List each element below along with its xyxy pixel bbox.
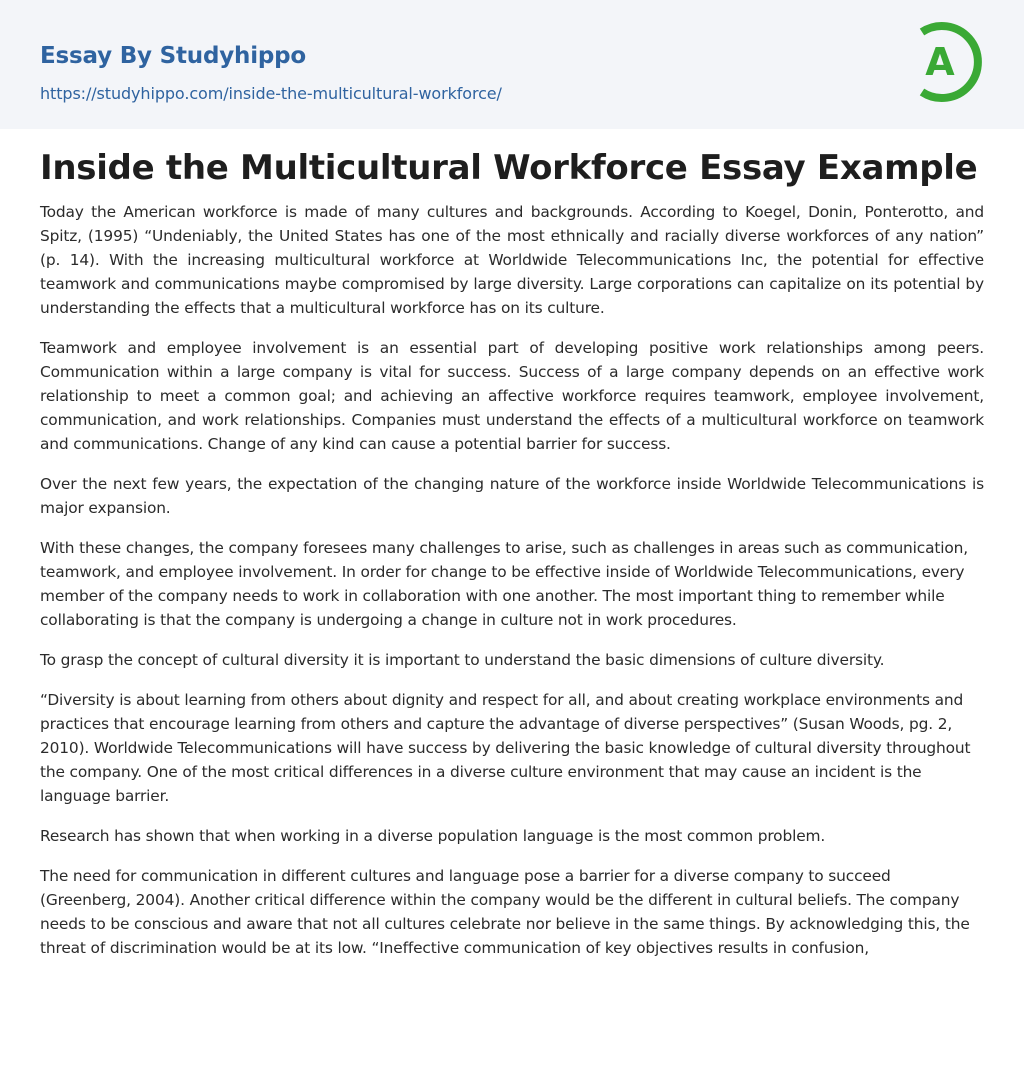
paragraph-2: Teamwork and employee involvement is an essential part of developing positive work relationships among peers. Communication within a large company is vital for success. Success of a large company depends on an effective work relationship to meet a common goal; and achieving an affective workforce requires teamwork, employee involvement, communication, and work relationships. Companies must understand the effects of a multicultural workforce on teamwork and communications. Change of any kind can cause a potential barrier for success. — [40, 339, 984, 453]
paragraph-7: Research has shown that when working in a diverse population language is the most common problem. — [40, 827, 826, 845]
paragraph-5: To grasp the concept of cultural diversity it is important to understand the basic dimensions of culture diversity. — [40, 651, 885, 669]
source-url-link[interactable]: https://studyhippo.com/inside-the-multicultural-workforce/ — [40, 84, 502, 103]
logo-letter: A — [925, 40, 955, 84]
paragraph-6: “Diversity is about learning from others about dignity and respect for all, and about creating workplace environments and practices that encourage learning from others and capture the advantage of diverse perspectives” (Susan Woods, pg. 2, 2010). Worldwide Telecommunications will have success by delivering the basic knowledge of cultural diversity throughout the company. One of the most critical differences in a diverse culture environment that may cause an incident is the language barrier. — [40, 691, 971, 805]
site-brand[interactable]: Essay By Studyhippo — [40, 43, 307, 69]
paragraph-4: With these changes, the company foresees many challenges to arise, such as challenges in areas such as communication, teamwork, and employee involvement. In order for change to be effective inside of Worldwide Telecommunications, every member of the company needs to work in collaboration with one another. The most important thing to remember while collaborating is that the company is undergoing a change in culture not in work procedures. — [40, 539, 968, 629]
paragraph-8: The need for communication in different cultures and language pose a barrier for a diverse company to succeed (Greenberg, 2004). Another critical difference within the company would be the different in cultural beliefs. The company needs to be conscious and aware that not all cultures celebrate nor believe in the same things. By acknowledging this, the threat of discrimination would be at its low. “Ineffective communication of key objectives results in confusion, — [40, 867, 970, 957]
paragraph-3: Over the next few years, the expectation of the changing nature of the workforce inside Worldwide Telecommunications is major expansion. — [40, 475, 984, 517]
article-title: Inside the Multicultural Workforce Essay Example — [40, 148, 978, 188]
paragraph-1: Today the American workforce is made of many cultures and backgrounds. According to Koegel, Donin, Ponterotto, and Spitz, (1995) “Undeniably, the United States has one of the most ethnically and racially diverse workforces of any nation” (p. 14). With the increasing multicultural workforce at Worldwide Telecommunications Inc, the potential for effective teamwork and communications maybe compromised by large diversity. Large corporations can capitalize on its potential by understanding the effects that a multicultural workforce has on its culture. — [40, 203, 984, 317]
article-body — [40, 200, 984, 976]
